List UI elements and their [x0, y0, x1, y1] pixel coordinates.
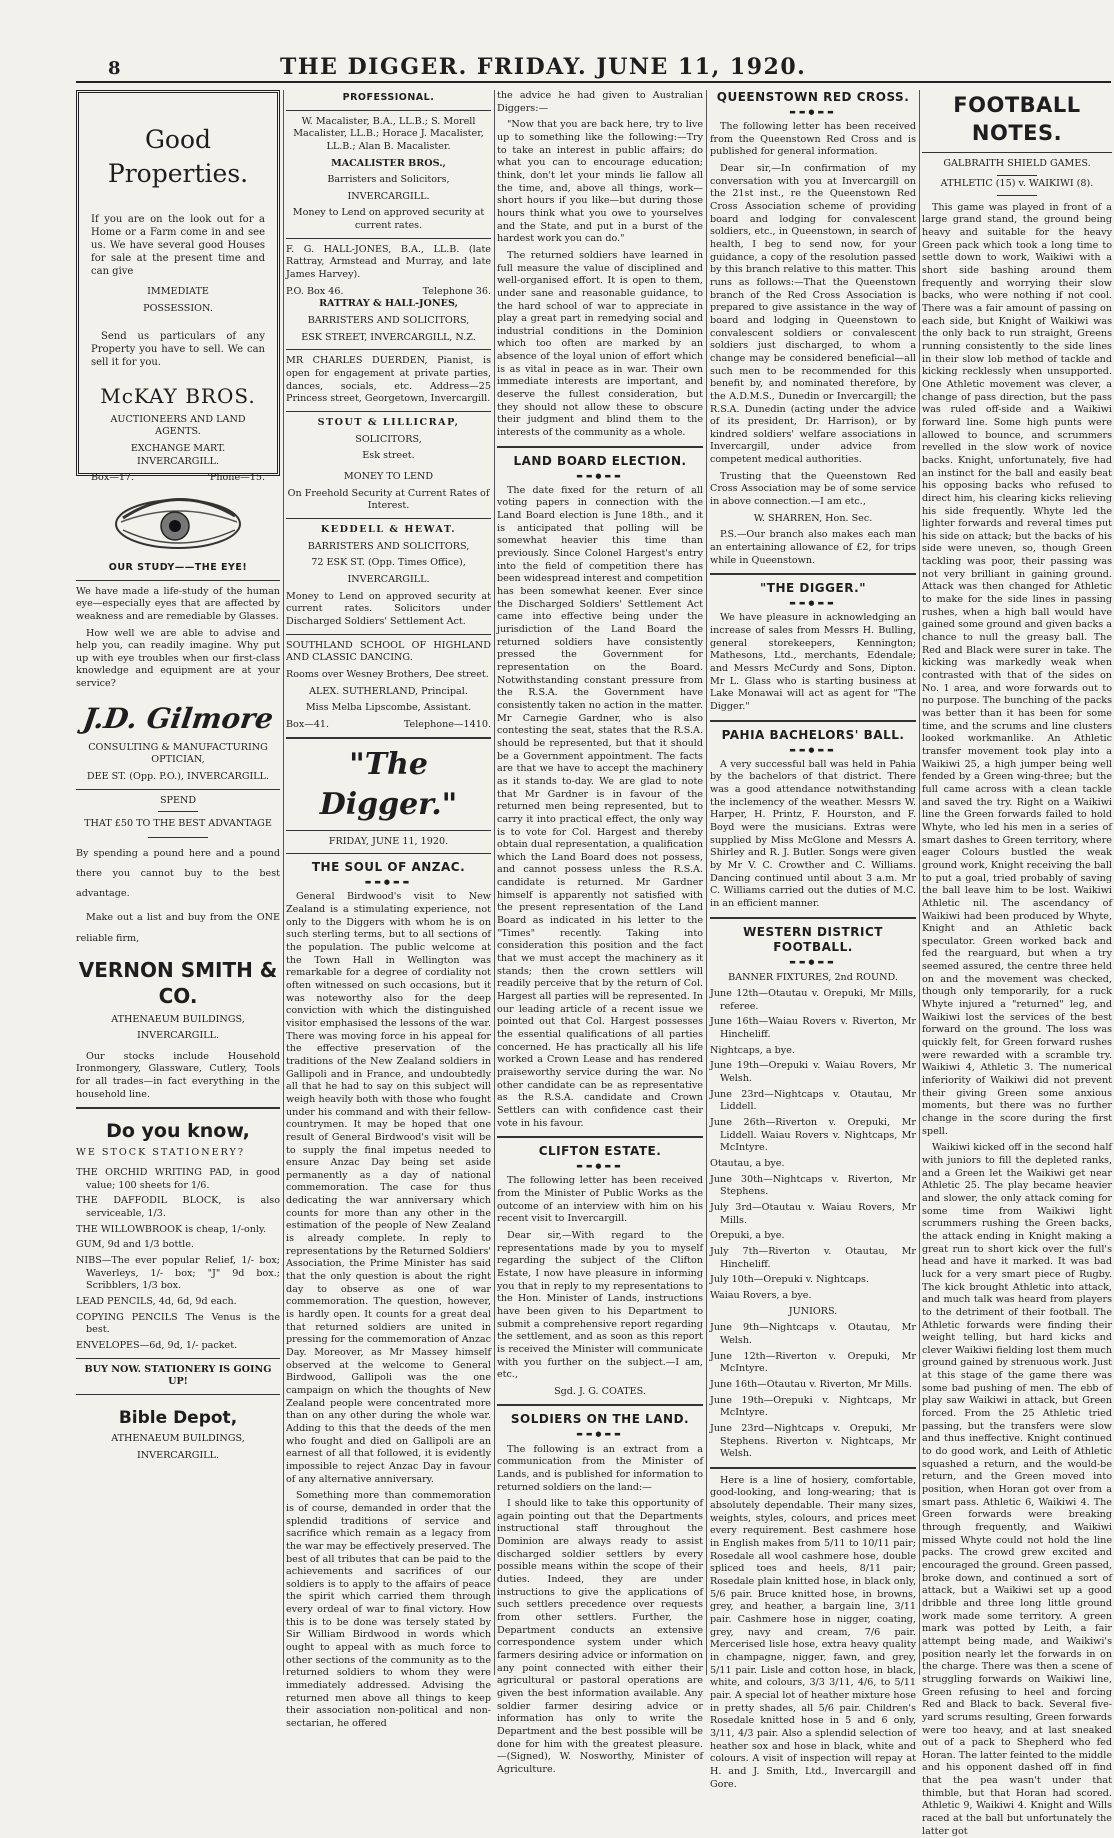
- divider: [497, 1136, 703, 1138]
- anzac-continued-1: the advice he had given to Australian Diggers:—: [497, 90, 703, 114]
- fixture-item: June 26th—Riverton v. Orepuki, Mr Liddell. Waiau Rovers v. Nightcaps, Mr McIntyre.: [710, 1117, 916, 1154]
- vernon-smith-stocks: Our stocks include Household Ironmongery, Glassware, Cutlery, Tools for all trades—in fact everything in the household line.: [76, 1050, 280, 1100]
- red-cross-paragraph-2: Dear sir,—In confirmation of my conversation with you at Invercargill on the 21st inst., re the Queenstown Red Cross Association scheme of providing board and lodging for convalescent soldiers, etc., in Queenstown, in search of health, I beg to send now, for your guidance, a copy of the resolution passed by this branch relative to this matter. This runs as follows:—That the Queenstown branch of the Red Cross Association is prepared to give assistance in the way of board and lodging in Queenstown to convalescent soldiers or convalescent soldiers just discharged, to whom a change may be considered beneficial—all such men to be recommended for this benefit by, and nominated therefore, by the A.D.M.S., Dunedin or Invercargill; the R.S.A. Dunedin (acting under the advice of its president, Dr. Harrison), or by kindred soldiers' welfare associations in Invercargill, under advice from competent medical authorities.: [710, 163, 916, 466]
- football-notes-title: FOOTBALL NOTES.: [953, 93, 1081, 145]
- column-4: [710, 90, 916, 1790]
- bible-depot-address-2: INVERCARGILL.: [136, 1450, 220, 1462]
- column-2: [286, 90, 491, 1730]
- immediate-label: IMMEDIATE: [147, 286, 209, 298]
- fixture-item: Nightcaps, a bye.: [710, 1044, 795, 1056]
- anzac-continued-3: The returned soldiers have learned in full measure the value of disciplined and well-organised effort. It is open to them, under sane and reasonable guidance, to the hard school of war to appreciate in play a great part in remedying social and industrial conditions in the Dominion which too often are marked by an absence of the loyal union of effort which is as vital in peace as in war. Their own immediate interests are important, and deserve the fullest consideration, but they should not allow these to obscure their judgment and blind them to the interests of the community as a whole.: [497, 249, 703, 439]
- hall-jones-telephone: Telephone 36.: [422, 285, 491, 297]
- macalister-money: Money to Lend on approved security at current rates.: [292, 207, 485, 232]
- dance-school-principal: ALEX. SUTHERLAND, Principal.: [309, 685, 468, 697]
- rattray-firm: RATTRAY & HALL-JONES,: [319, 298, 458, 310]
- red-cross-signature: W. SHARREN, Hon. Sec.: [753, 512, 873, 524]
- pahia-ball-heading: PAHIA BACHELORS' BALL.: [721, 727, 905, 742]
- stationery-ad-subtitle: WE STOCK STATIONERY?: [76, 1146, 246, 1158]
- hall-jones-intro: F. G. HALL-JONES, B.A., LL.B. (late Rattray, Armstead and Murray, and late James Harvey).: [286, 243, 491, 281]
- fixture-item: July 3rd—Otautau v. Waiau Rovers, Mr Mills.: [710, 1202, 916, 1226]
- anzac-continued-2: "Now that you are back here, try to live up to something like the following:—Try to take an interest in public affairs; do what you can to encourage education; think, don't let your minds lie fallow all the time, and, above all things, work—short hours if you like—but during those hours think what you owe to yourselves and the State, and put in a burst of the hardest work you can do.": [497, 119, 703, 245]
- vernon-smith-address-1: ATHENAEUM BUILDINGS,: [111, 1013, 245, 1025]
- divider: [710, 917, 916, 919]
- mckay-bros-name: McKAY BROS.: [100, 384, 256, 409]
- dance-school-rooms: Rooms over Wesney Brothers, Dee street.: [286, 668, 489, 680]
- divider: [710, 573, 916, 575]
- football-notes-paragraph-2: Waikiwi kicked off in the second half with juniors to fill the depleted ranks, and a Green let the Waikiwi get near Athletic 25. The play became heavier and slower, the only attack coming for some time from Waikiwi light scrummers rushing the Green backs, the attack ending in Knight making a great run to short kick over the full's head and have it marked. It was bad luck for a very smart piece of Rugby. The kick brought Athletic into attack, and much talk was heard from players to the detriment of their football. The Athletic forwards were finding their weight telling, but hard kicks and clever Waikiwi fielding lost them much ground gained by strenuous work. Just at this stage of the game there was some bad pushing of men. The ebb of play saw Waikiwi in attack, but Green forced. From the 25 Athletic tried passing, but the transfers were slow and thus ineffective. Knight continued to do good work, and Leith of Athletic squashed a return, and the would-be return, and the Green moved into position, when Horan got over from a smart pass. Athletic 6, Waikiwi 4. The Green forwards were breaking through frequently, and Waikiwi missed Whyte could not hold the line packs. The crowd grew excited and encouraged the ground. Green passed, broke down, and continued a sort of attack, but a Waikiwi set up a good dribble and three long little ground work made some territory. A green mark was potted by Leith, a fair attempt being made, and Waikiwi's position nearly let the forwards in on the charge. There was then a scene of struggling forwards on Waikiwi line, Green refusing to heel and forcing Red and Black to back. Several five-yard scrums resulting, Green forwards were too heavy, and at last sneaked out of a pack to Shepherd who fed Horan. The latter feinted to the middle and his opponent dashed off in find that the pea wasn't under that thimble, but that Horan had scored. Athletic 9, Waikiwi 4. Knight and Wills raced at the ball but unfortunately the latter got: [922, 1142, 1112, 1837]
- divider: [76, 1107, 280, 1109]
- dance-school-box: Box—41.: [286, 718, 330, 730]
- stout-street: Esk street.: [362, 450, 415, 462]
- hall-jones-box: P.O. Box 46.: [286, 285, 344, 297]
- eye-ad-heading: OUR STUDY——THE EYE!: [108, 562, 248, 573]
- buy-now-banner: BUY NOW. STATIONERY IS GOING UP!: [84, 1363, 272, 1388]
- anzac-paragraph-2: Something more than commemoration is of course, demanded in order that the splendid traditions of service and sacrifice which remain as a legacy from the war may be effectively preserved. The best of all tributes that can be paid to the achievements and sacrifices of our soldiers is to apply to the affairs of peace the spirit which carried them through every ordeal of war to final victory. How this is to be done was tersely stated by Sir William Birdwood in words which ought to appeal with as much force to other sections of the community as to the returned soldiers to whom they were immediately addressed. Advising the returned men above all things to keep their association non-political and non-sectarian, he offered: [286, 1490, 491, 1730]
- divider: [286, 411, 491, 412]
- hall-jones-contact: [286, 286, 491, 299]
- stationery-item: ENVELOPES—6d, 9d, 1/- packet.: [76, 1340, 238, 1352]
- divider: [76, 789, 280, 790]
- junior-fixture-item: June 12th—Riverton v. Orepuki, Mr McIntyre.: [710, 1350, 916, 1375]
- stationery-item: NIBS—The ever popular Relief, 1/- box; Waverleys, 1/- box; "J" 9d box.; Scribblers, 1/3 box.: [76, 1255, 280, 1292]
- fixture-item: June 19th—Orepuki v. Waiau Rovers, Mr Welsh.: [710, 1060, 916, 1085]
- fixture-item: Orepuki, a bye.: [710, 1230, 785, 1242]
- fixture-item: June 16th—Waiau Rovers v. Riverton, Mr Hincheliff.: [710, 1016, 916, 1041]
- divider: [286, 737, 491, 739]
- bible-depot-address-1: ATHENAEUM BUILDINGS,: [111, 1433, 245, 1445]
- stationery-list: [76, 1167, 280, 1353]
- editorial-dateline: FRIDAY, JUNE 11, 1920.: [328, 835, 449, 847]
- heading-ornament: ▬▬●▬▬: [576, 1162, 624, 1171]
- column-5: [922, 90, 1112, 1837]
- gilmore-role: CONSULTING & MANUFACTURING OPTICIAN,: [88, 741, 268, 766]
- keddell-town: INVERCARGILL.: [347, 573, 430, 585]
- stationery-item: LEAD PENCILS, 4d, 6d, 9d each.: [76, 1296, 237, 1308]
- land-board-heading: LAND BOARD ELECTION.: [513, 453, 687, 468]
- soldiers-on-land-heading: SOLDIERS ON THE LAND.: [510, 1412, 690, 1427]
- rattray-address: ESK STREET, INVERCARGILL, N.Z.: [301, 331, 476, 343]
- divider: [76, 1394, 280, 1395]
- divider: [710, 720, 916, 722]
- fixture-item: June 12th—Otautau v. Orepuki, Mr Mills, referee.: [710, 988, 916, 1012]
- divider: [286, 238, 491, 239]
- gilmore-signature-logo: J.D. Gilmore: [80, 701, 276, 735]
- fixture-item: June 30th—Nightcaps v. Riverton, Mr Stephens.: [710, 1173, 916, 1198]
- mckay-address: EXCHANGE MART. INVERCARGILL.: [130, 443, 226, 467]
- clifton-estate-heading: CLIFTON ESTATE.: [538, 1144, 662, 1159]
- stationery-item: THE ORCHID WRITING PAD, in good value; 100 sheets for 1/6.: [76, 1167, 280, 1191]
- stationery-ad-title: Do you know,: [106, 1120, 250, 1143]
- digger-agents-heading: "THE DIGGER.": [760, 581, 866, 596]
- divider: [286, 634, 491, 635]
- stationery-item: GUM, 9d and 1/3 bottle.: [76, 1239, 194, 1251]
- galbraith-subheading: GALBRAITH SHIELD GAMES.: [943, 158, 1091, 170]
- clifton-paragraph-2: Dear sir,—With regard to the representations made by you to myself regarding the subject of the Clifton Estate, I now have pleasure in informing you that in reply to my representations to the Hon. Minister of Lands, instructions have been given to his Department to submit a comprehensive report regarding the settlement, and as soon as this report is received the Minister will communicate with you further on the subject.—I am, etc.,: [497, 1229, 703, 1381]
- red-cross-postscript: P.S.—Our branch also makes each man an entertaining allowance of £2, for trips while in Queenstown.: [710, 529, 916, 566]
- divider: [76, 580, 280, 581]
- dance-school-contact: [286, 719, 491, 732]
- duerden-notice: MR CHARLES DUERDEN, Pianist, is open for engagement at private parties, dances, socials, etc. Address—25 Princess street, Georgetown, Invercargill.: [286, 355, 491, 405]
- hosiery-advert: Here is a line of hosiery, comfortable, good-looking, and long-wearing; that is absolutely dependable. Their many sizes, weights, styles, colours, and prices meet every requirement. Best cashmere hose in English makes from 5/11 to 10/11 pair; Rosedale all wool cashmere hose, double spliced toes and heels, 8/11 pair; Rosedale plain knitted hose, in black only, 5/6 pair. Bruce knitted hose, in browns, grey, and heather, a bargain line, 3/11 pair. Cashmere hose in nigger, coating, grey, navy and cream, 7/6 pair. Mercerised lisle hose, extra heavy quality in champagne, nigger, fawn, and grey, 5/11 pair. Lisle and cotton hose, in black, white, and colours, 3/3 3/11, 4/6, to 5/11 pair. A special lot of heather mixture hose in pretty shades, all 5/6 pair. Children's Rosedale knitted hose in 5 and 6 only, 3/11, 4/3 pair. Also a splendid selection of heather sox and hose in black, white and colours. A visit of inspection will repay at H. and J. Smith, Ltd., Invercargill and Gore.: [710, 1474, 916, 1790]
- divider: [76, 1358, 280, 1359]
- professional-heading: PROFESSIONAL.: [342, 92, 435, 103]
- good-properties-ad: [76, 90, 280, 484]
- send-particulars: Send us particulars of any Property you have to sell. We can sell it for you.: [91, 330, 265, 369]
- heading-ornament: ▬▬●▬▬: [576, 471, 624, 480]
- keddell-role: BARRISTERS AND SOLICITORS,: [307, 540, 470, 552]
- column-divider: [706, 90, 707, 1675]
- dance-school-assistant: Miss Melba Lipscombe, Assistant.: [305, 702, 472, 714]
- heading-ornament: ▬▬●▬▬: [789, 745, 837, 754]
- eye-ad-paragraph-1: We have made a life-study of the human eye—especially eyes that are affected by weakness and are remediable by Glasses.: [76, 585, 280, 622]
- divider: [997, 175, 1037, 176]
- fixture-item: Otautau, a bye.: [710, 1158, 785, 1170]
- stationery-item: THE WILLOWBROOK is cheap, 1/-only.: [76, 1223, 267, 1235]
- junior-fixture-item: June 19th—Orepuki v. Nightcaps, Mr McIntyre.: [710, 1394, 916, 1419]
- keddell-firm: KEDDELL & HEWAT.: [320, 523, 457, 535]
- heading-ornament: ▬▬●▬▬: [789, 958, 837, 967]
- stout-role: SOLICITORS,: [355, 433, 422, 445]
- stout-firm: STOUT & LILLICRAP,: [317, 417, 460, 428]
- spend-paragraph-1: By spending a pound here and a pound there you cannot buy to the best advantage.: [76, 848, 280, 900]
- macalister-firm: MACALISTER BROS.,: [331, 157, 446, 169]
- match-subheading: ATHLETIC (15) v. WAIKIWI (8).: [940, 178, 1094, 190]
- rattray-role: BARRISTERS AND SOLICITORS,: [307, 315, 470, 327]
- stationery-item: COPYING PENCILS The Venus is the best.: [76, 1311, 280, 1336]
- newspaper-title: THE DIGGER. FRIDAY. JUNE 11, 1920.: [280, 54, 807, 80]
- page-number: 8: [108, 58, 121, 79]
- vernon-smith-name: VERNON SMITH & CO.: [78, 957, 278, 1009]
- divider: [286, 853, 491, 854]
- macalister-town: INVERCARGILL.: [347, 190, 430, 202]
- column-1: [76, 90, 280, 1675]
- spend-paragraph-2: Make out a list and buy from the ONE reliable firm,: [76, 912, 280, 944]
- red-cross-paragraph-3: Trusting that the Queenstown Red Cross Association may be of some service in above connection.—I am etc.,: [710, 470, 916, 508]
- editorial-masthead: "The Digger.": [319, 747, 458, 823]
- gilmore-address: DEE ST. (Opp. P.O.), INVERCARGILL.: [86, 771, 270, 783]
- junior-fixture-item: June 16th—Otautau v. Riverton, Mr Mills.: [710, 1378, 912, 1390]
- fixture-item: July 7th—Riverton v. Otautau, Mr Hincheliff.: [710, 1245, 916, 1270]
- junior-fixture-item: June 23rd—Nightcaps v. Orepuki, Mr Stephens. Riverton v. Nightcaps, Mr Welsh.: [710, 1422, 916, 1460]
- keddell-money: Money to Lend on approved security at current rates. Solicitors under Discharged Soldiers' Settlement Act.: [286, 590, 491, 627]
- pahia-ball-paragraph: A very successful ball was held in Pahia by the bachelors of that district. There was a good attendance notwithstanding the inclemency of the weather. Messrs W. Harper, H. Printz, F. Hourston, and F. Boyd were the musicians. Extras were supplied by Miss McGlone and Messrs A. Shirley and R. J. Butler. Songs were given by Mr V. C. Crowther and C. Williams. Dancing continued until about 3 a.m. Mr C. Williams carried out the duties of M.C. in an efficient manner.: [710, 758, 916, 909]
- mckay-role: AUCTIONEERS AND LAND AGENTS.: [110, 413, 246, 438]
- heading-ornament: ▬▬●▬▬: [789, 107, 837, 116]
- senior-fixtures-list: [710, 988, 916, 1302]
- heading-ornament: ▬▬●▬▬: [364, 878, 413, 887]
- good-properties-body: If you are on the look out for a Home or a Farm come in and see us. We have several good Houses for sale at the present time and can give: [91, 213, 265, 278]
- possession-label: POSSESSION.: [143, 303, 213, 315]
- divider: [158, 811, 198, 812]
- heading-ornament: ▬▬●▬▬: [576, 1430, 624, 1439]
- junior-fixtures-list: [710, 1322, 916, 1461]
- divider: [922, 152, 1112, 153]
- eye-illustration: [103, 486, 253, 556]
- digger-agents-paragraph: We have pleasure in acknowledging an increase of sales from Messrs H. Bulling, general storekeepers, Kennington; Mathesons, Ltd., merchants, Edendale; and Messrs McCurdy and Sons, Dipton. Mr L. Glass who is starting business at Lake Monawai will act as agent for "The Digger.": [710, 612, 916, 713]
- football-notes-paragraph-1: This game was played in front of a large grand stand, the ground being heavy and suitable for the heavy Green pack which took a long time to settle down to work, Waikiwi with a short side bashing around them frequently and worrying their slow backs, who were nothing if not cool. There was a fair amount of passing on each side, but Knight of Waikiwi was the only back to run straight, Greens running consistently to the side lines in their slow lob method of tackle and kicking recklessly when unsupported. One Athletic movement was clever, a change of pass direction, but the pass was ruled off-side and a Waikiwi forward line. Some high punts were allowed to bounce, and scrummers revelled in the slow work of novice backs. Knight, unfortunately, five had an instinct for the ball and easily beat his opposing backs who refused to direct him, his clearing kicks relieving his side frequently. Whyte led the lighter forwards and reveral times put his side on attack; but the backs of his side were uneven, so, though Green tackling was poor, their passing was not very brilliant in gaining ground. Attack was then changed for Athletic to make for the side lines in passing rushes, when a high ball would have gained some ground and given backs a chance to null the greasy ball. The Red and Black were surer in take. The kicking was markedly weak when contrasted with that of the sides on No. 1 area, and wore forwards out to no purpose. The bunching of the packs was better than it has been for some time, and the scrums and line clusters looked workmanlike. An Athletic transfer movement took play into a Waikiwi 25, a high jumper being well fended by a Green wing-three; but the full came across with a clean tackle and saved the try. Right on a Waikiwi line the Green forwards failed to hold Whyte, who led his men in a series of smart dashes to Green territory, where eager Colours bustled the weak ground work, Knight receiving the ball to put a goal, tried probably of saving the ball leave him to be lost. Waikiwi Athletic nil. The ascendancy of Waikiwi had been produced by Whyte, Knight and an Athletic back speculator. Green worked back and fed the rearguard, but when a try seemed assured, the centre three held on and the movement was checked, though only temporarily, for a ruck Whyte injured a "returned" leg, and Waikiwi lost the services of the best forward on the ground. The loss was quickly felt, for Green forward rushes were rewarded with a scramble try. Waikiwi 4, Athletic 3. The numerical inferiority of Waikiwi did not prevent their giving Green some anxious moments, but there was no further change in the score during the first spell.: [922, 201, 1112, 1137]
- divider: [286, 349, 491, 350]
- clifton-signature: Sgd. J. G. COATES.: [554, 1385, 646, 1397]
- column-divider: [919, 90, 920, 1675]
- dance-school-title: SOUTHLAND SCHOOL OF HIGHLAND AND CLASSIC DANCING.: [286, 639, 491, 664]
- column-divider: [494, 90, 495, 1675]
- junior-fixture-item: June 9th—Nightcaps v. Otautau, Mr Welsh.: [710, 1322, 916, 1346]
- clifton-paragraph-1: The following letter has been received from the Minister of Public Works as the outcome of an interview with him on his recent visit to Invercargill.: [497, 1175, 703, 1225]
- macalister-role: Barristers and Solicitors,: [327, 174, 450, 186]
- anzac-paragraph-1: General Birdwood's visit to New Zealand is a stimulating experience, not only to the Diggers with whom he is on such sterling terms, but to all sections of the population. The public welcome at the Town Hall in Wellington was remarkable for a degree of cordiality not often witnessed on such occasions, but it was noteworthy also for the deep conviction with which the distinguished visitor emphasised the lessons of the war. There was moving force in his appeal for the effective preservation of the traditions of the New Zealand soldiers in Gallipoli and in France, and undoubtedly all that he had to say on this subject will weigh heavily both with those who fought under his command and with their fellow-countrymen. It may be hoped that one result of General Birdwood's visit will be to supply the final impetus needed to ensure Anzac Day being set aside permanently as a day of national commemoration. The case for thus dedicating the war anniversary which counts for more than any other in the estimation of the people of New Zealand is already complete. In reply to representations by the Returned Soldiers' Association, the Prime Minister has said that the only question is about the right day to observe as one of war commemoration. The question, however, is hardly open. It counts for a great deal that returned soldiers are united in pressing for the commemoration of Anzac Day. Moreover, as Mr Massey himself observed at the welcome to General Birdwood, Gallipoli was the one campaign on which the thoughts of New Zealand people were concentrated more than on any other during the whole war. Adding to this that the deeds of the men who fought and died on Gallipoli are an earnest of all that followed, it is evidently impossible to reject Anzac Day in favour of any alternative anniversary.: [286, 891, 491, 1485]
- divider: [497, 446, 703, 448]
- good-properties-title: Good Properties.: [107, 125, 249, 188]
- mckay-box: Box—17.: [91, 472, 135, 484]
- spend-heading: SPEND: [159, 794, 197, 806]
- macalister-names: W. Macalister, B.A., LL.B.; S. Morell Macalister, LL.B.; Horace J. Macalister, LL.B.; Alan B. Macalister.: [293, 115, 484, 152]
- divider: [497, 1404, 703, 1406]
- divider: [148, 837, 208, 838]
- bible-depot-name: Bible Depot,: [118, 1408, 238, 1429]
- divider: [286, 830, 491, 831]
- red-cross-paragraph-1: The following letter has been received from the Queenstown Red Cross and is published for general information.: [710, 121, 916, 158]
- land-board-paragraph: The date fixed for the return of all voting papers in connection with the Land Board election is June 18th., and it is anticipated that polling will be somewhat heavier this time than previously. Since Colonel Hargest's entry into the field of competition there has been widespread interest and competition has been somewhat keener. Ever since the Discharged Soldiers' Settlement Act came into effective being under the jurisdiction of the Land Board the returned soldiers have consistently pressed the Government for representation on the Board. Notwithstanding constant pressure from the R.S.A. the Government have consistently taken no action in the matter. Mr Carnegie Gardner, who is also contesting the seat, states that the R.S.A. should be represented, but that it should be a Government appointment. The facts are that we have to accept the machinery as it stands to-day. We are glad to note that Mr Gardner is in favour of the returned men being represented, but to carry it into practical effect, the only way is to vote for Col. Hargest and thereby obtain dual representation, a qualification which the Land Board does not possess, and cannot possess unless the R.S.A. candidate is returned. Mr Gardner himself is apparently not satisfied with the present representation of the Land Board as indicated in his letter to the "Times" recently. Taking into consideration this position and the fact that we must accept the machinery as it stands; then the crown settlers will readily perceive that by the return of Col. Hargest all parties will be represented. In our leading article of a recent issue we pointed out that Col. Hargest possesses the essential qualifications of all parties concerned. He has practically all his life worked a Crown Lease and has rendered praiseworthy service during the war. No other candidate can be as representative as the R.S.A. candidate and Crown Settlers can with confidence cast their vote in his favour.: [497, 484, 703, 1129]
- fixture-item: July 10th—Orepuki v. Nightcaps.: [710, 1274, 870, 1286]
- stout-money: MONEY TO LEND: [343, 470, 434, 482]
- fixture-item: June 23rd—Nightcaps v. Otautau, Mr Liddell.: [710, 1088, 916, 1113]
- vernon-smith-address-2: INVERCARGILL.: [136, 1030, 220, 1042]
- red-cross-heading: QUEENSTOWN RED CROSS.: [716, 90, 910, 104]
- spend-subheading: THAT £50 TO THE BEST ADVANTAGE: [84, 818, 272, 830]
- divider: [286, 518, 491, 519]
- column-divider: [283, 90, 284, 1675]
- heading-ornament: ▬▬●▬▬: [789, 599, 837, 608]
- dance-school-telephone: Telephone—1410.: [403, 718, 491, 730]
- masthead: [0, 50, 1114, 84]
- mckay-contact: [91, 472, 265, 485]
- column-3: [497, 90, 703, 1775]
- western-football-heading: WESTERN DISTRICT FOOTBALL.: [743, 924, 883, 955]
- divider: [710, 1467, 916, 1469]
- anzac-heading: THE SOUL OF ANZAC.: [311, 860, 466, 875]
- mckay-phone: 'Phone—15.: [207, 472, 265, 484]
- eye-ad-paragraph-2: How well we are able to advise and help you, can readily imagine. Why put up with eye troubles when our first-class knowledge and equipment are at your service?: [76, 627, 280, 690]
- stationery-item: THE DAFFODIL BLOCK, is also serviceable, 1/3.: [76, 1195, 280, 1220]
- juniors-subheading: JUNIORS.: [788, 1305, 838, 1317]
- divider: [997, 195, 1037, 196]
- divider: [286, 110, 491, 111]
- fixture-item: Waiau Rovers, a bye.: [710, 1289, 812, 1301]
- keddell-address: 72 ESK ST. (Opp. Times Office),: [311, 557, 466, 569]
- stout-freehold: On Freehold Security at Current Rates of Interest.: [287, 487, 490, 512]
- banner-fixtures-subheading: BANNER FIXTURES, 2nd ROUND.: [728, 971, 898, 983]
- soldiers-paragraph-1: The following is an extract from a communication from the Minister of Lands, and is published for information to returned soldiers on the land:—: [497, 1443, 703, 1493]
- masthead-rule: [76, 81, 1111, 83]
- soldiers-paragraph-2: I should like to take this opportunity of again pointing out that the Departments instructional staff throughout the Dominion are always ready to assist discharged soldier settlers by every possible means within the scope of their duties. Indeed, they are under instructions to give the applications of such settlers precedence over requests from other settlers. Further, the Department conducts an extensive correspondence system under which farmers desiring advice or information on any point connected with either their agricultural or pastoral operations are given the best information available. Any soldier farmer desiring advice or information has only to write the Department and the best possible will be done for him with the greatest pleasure.—(Signed), W. Nosworthy, Minister of Agriculture.: [497, 1498, 703, 1775]
